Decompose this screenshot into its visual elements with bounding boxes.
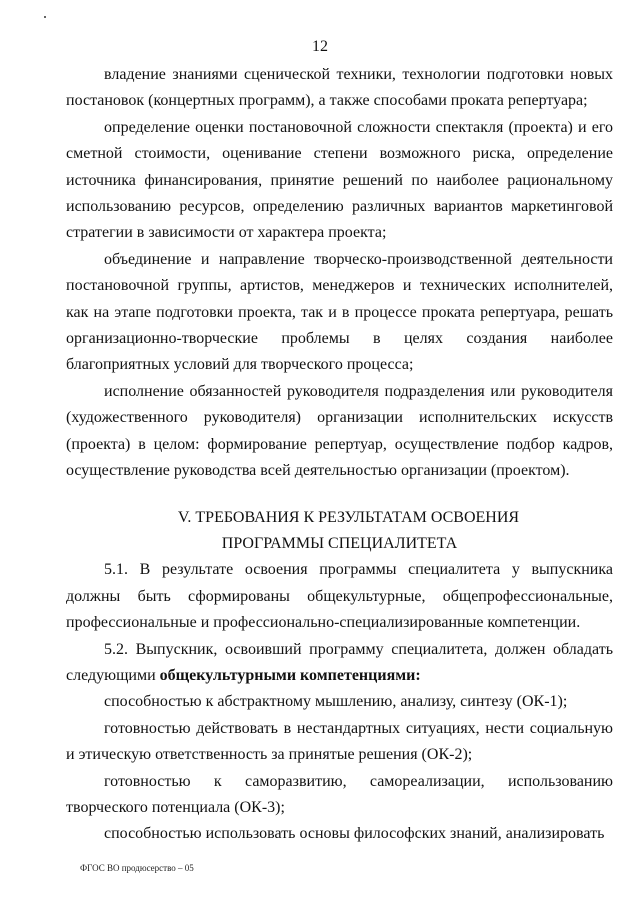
paragraph-5-1: 5.1. В результате освоения программы специалитета у выпускника должны быть сформированы общекультурные, общепрофессиональные, профессиональные и профессионально-специализированные компетенции.: [66, 561, 613, 632]
section-heading: [66, 505, 613, 558]
competency-ok-2: готовностью действовать в нестандартных ситуациях, нести социальную и этическую ответственность за принятые решения (ОК-2);: [66, 719, 613, 764]
general-cultural-competencies-label: общекультурными компетенциями:: [159, 666, 421, 684]
paragraph-cost-evaluation: определение оценки постановочной сложности спектакля (проекта) и его сметной стоимости, оценивание степени возможного риска, определение источника финансирования, принятие решений по наиболее рациональному использованию ресурсов, определению различных вариантов маркетинговой стратегии в зависимости от характера проекта;: [66, 118, 613, 242]
page-body: [66, 62, 613, 848]
section-heading-line-1: V. ТРЕБОВАНИЯ К РЕЗУЛЬТАТАМ ОСВОЕНИЯ: [177, 508, 520, 526]
page-footer: ФГОС ВО продюсерство – 05: [80, 863, 194, 873]
page-number: 12: [312, 38, 328, 55]
paragraph-management-duties: исполнение обязанностей руководителя подразделения или руководителя (художественного руководителя) организации исполнительских искусств (проекта) в целом: формирование репертуар, осуществление подбор кадров, осуществление руководства всей деятельностью организации (проектом).: [66, 382, 613, 480]
competency-ok-4-start: способностью использовать основы философских знаний, анализировать: [104, 825, 605, 843]
paragraph-5-2-lead: 5.2. Выпускник, освоивший программу специалитета, должен обладать следующими: [66, 640, 613, 684]
paragraph-stage-technique: владение знаниями сценической техники, технологии подготовки новых постановок (концертных программ), а также способами проката репертуара;: [66, 66, 613, 110]
paragraph-5-2: [66, 637, 613, 690]
competency-ok-3: готовностью к саморазвитию, самореализации, использованию творческого потенциала (ОК-3);: [66, 772, 613, 816]
scan-speck: [44, 16, 46, 18]
section-heading-line-2: ПРОГРАММЫ СПЕЦИАЛИТЕТА: [221, 534, 458, 552]
paragraph-team-coordination: объединение и направление творческо-производственной деятельности постановочной группы, артистов, менеджеров и технических исполнителей, как на этапе подготовки проекта, так и в процессе проката репертуара, решать организационно-творческие проблемы в целях создания наиболее благоприятных условий для творческого процесса;: [66, 250, 613, 374]
competency-ok-1: способностью к абстрактному мышлению, анализу, синтезу (ОК-1);: [104, 693, 568, 711]
